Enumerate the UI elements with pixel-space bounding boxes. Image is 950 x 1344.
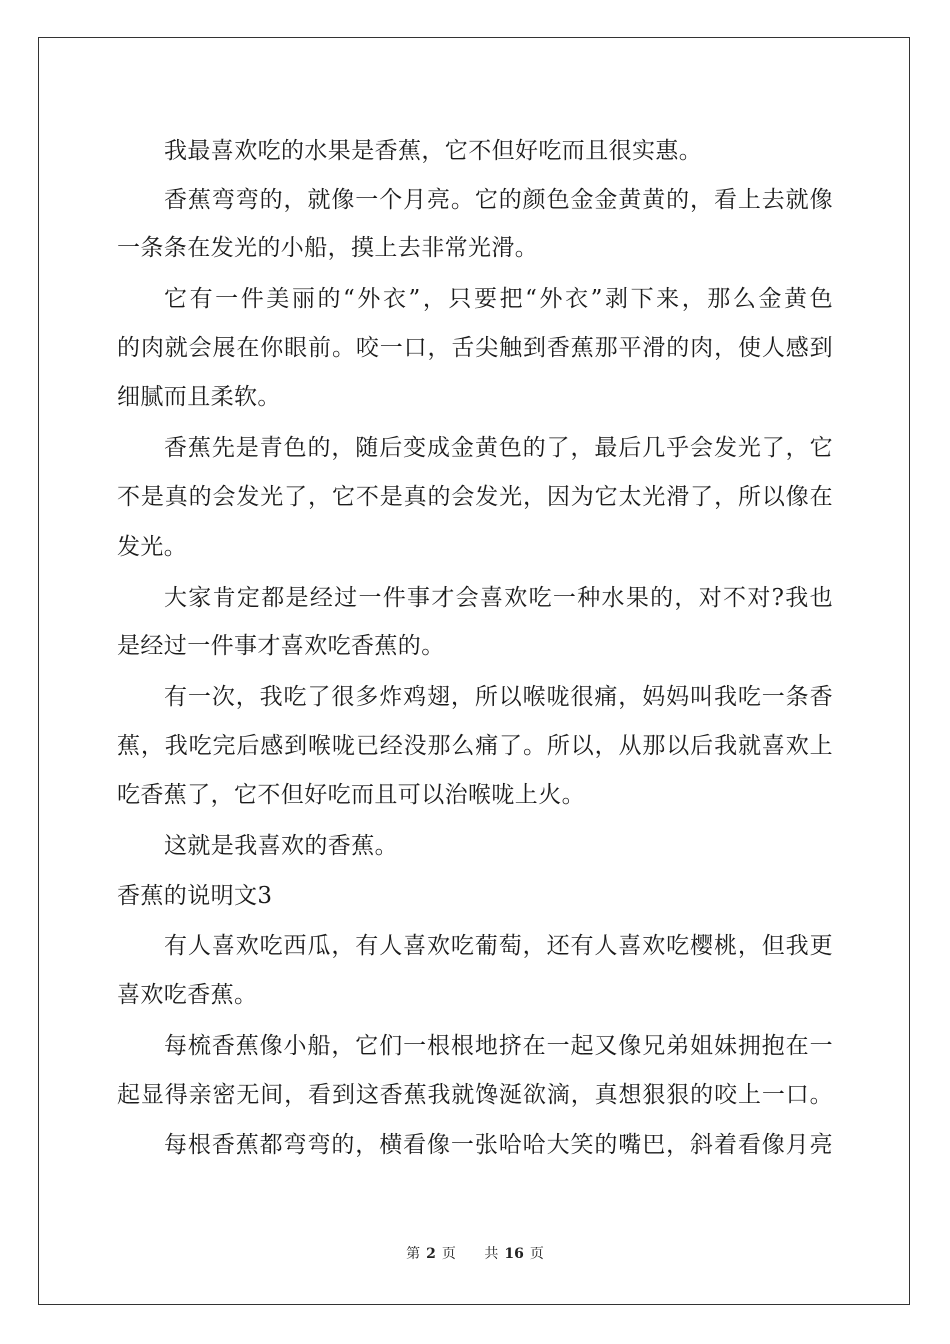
text-line: 每根香蕉都弯弯的，横看像一张哈哈大笑的嘴巴，斜着看像月亮 xyxy=(164,1132,833,1158)
text-line: 细腻而且柔软。 xyxy=(117,384,281,410)
text-line: 蕉，我吃完后感到喉咙已经没那么痛了。所以，从那以后我就喜欢上 xyxy=(117,733,833,759)
text-line: 的肉就会展在你眼前。咬一口，舌尖触到香蕉那平滑的肉，使人感到 xyxy=(117,335,833,361)
text-line: 我最喜欢吃的水果是香蕉，它不但好吃而且很实惠。 xyxy=(164,138,703,164)
page-footer xyxy=(0,1244,950,1264)
page-prefix: 第 xyxy=(406,1246,421,1262)
page-border xyxy=(38,37,910,1305)
text-line: 它有一件美丽的“外衣”，只要把“外衣”剥下来，那么金黄色 xyxy=(164,286,833,312)
text-line: 不是真的会发光了，它不是真的会发光，因为它太光滑了，所以像在 xyxy=(117,484,833,510)
section-heading: 香蕉的说明文3 xyxy=(117,883,273,909)
text-line: 吃香蕉了，它不但好吃而且可以治喉咙上火。 xyxy=(117,782,585,808)
total-suffix: 页 xyxy=(529,1246,544,1262)
total-pages: 16 xyxy=(504,1246,524,1262)
text-line: 有人喜欢吃西瓜，有人喜欢吃葡萄，还有人喜欢吃樱桃，但我更 xyxy=(164,933,833,959)
text-line: 发光。 xyxy=(117,534,188,560)
text-line: 喜欢吃香蕉。 xyxy=(117,982,258,1008)
page-number: 2 xyxy=(426,1246,436,1262)
text-line: 每梳香蕉像小船，它们一根根地挤在一起又像兄弟姐妹拥抱在一 xyxy=(164,1033,833,1059)
text-line: 一条条在发光的小船，摸上去非常光滑。 xyxy=(117,235,539,261)
total-prefix: 共 xyxy=(484,1246,499,1262)
text-line: 香蕉先是青色的，随后变成金黄色的了，最后几乎会发光了，它 xyxy=(164,435,833,461)
text-line: 是经过一件事才喜欢吃香蕉的。 xyxy=(117,633,445,659)
text-line: 大家肯定都是经过一件事才会喜欢吃一种水果的，对不对?我也 xyxy=(164,585,833,611)
text-line: 这就是我喜欢的香蕉。 xyxy=(164,833,398,859)
text-line: 起显得亲密无间，看到这香蕉我就馋涎欲滴，真想狠狠的咬上一口。 xyxy=(117,1082,833,1108)
text-line: 香蕉弯弯的，就像一个月亮。它的颜色金金黄黄的，看上去就像 xyxy=(164,187,833,213)
page-indicator xyxy=(400,1246,462,1262)
text-line: 有一次，我吃了很多炸鸡翅，所以喉咙很痛，妈妈叫我吃一条香 xyxy=(164,684,833,710)
page-suffix: 页 xyxy=(441,1246,456,1262)
total-indicator xyxy=(478,1246,549,1262)
